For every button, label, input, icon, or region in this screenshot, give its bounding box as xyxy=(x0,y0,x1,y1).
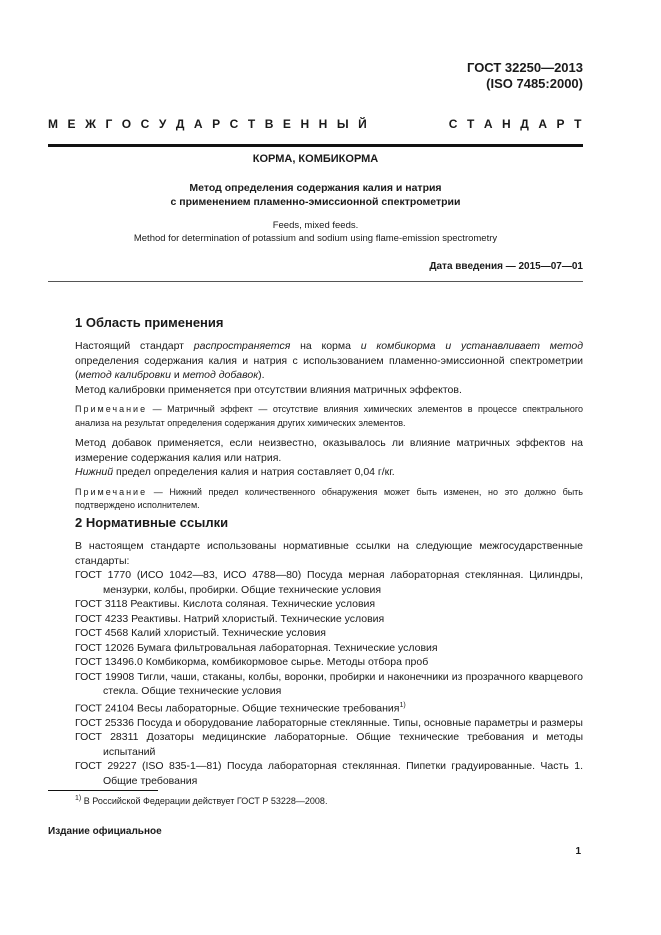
interstate-standard-banner xyxy=(48,117,583,131)
page-number: 1 xyxy=(575,846,581,857)
references-intro: В настоящем стандарте использованы нормативные ссылки на следующие межгосударственные стандарты: xyxy=(75,540,583,567)
english-title xyxy=(48,219,583,245)
english-line-2: Method for determination of potassium and sodium using flame-emission spectrometry xyxy=(133,233,498,244)
footnote-text: В Российской Федерации действует ГОСТ Р 53228—2008. xyxy=(81,796,328,806)
section-2-body xyxy=(75,539,583,788)
document-title: КОРМА, КОМБИКОРМА xyxy=(252,153,379,165)
scope-text: Настоящий стандарт xyxy=(75,340,194,352)
date-rule xyxy=(48,281,583,282)
english-line-1: Feeds, mixed feeds. xyxy=(272,220,359,231)
footnote-mark: 1) xyxy=(75,795,82,802)
standard-number-block xyxy=(467,60,583,92)
lower-limit-italic: Нижний xyxy=(75,466,114,478)
note-text: — Матричный эффект — отсутствие влияния химических элементов в процессе спектрального анализа на результат определения содержания других химических элементов. xyxy=(75,404,583,428)
subtitle-line-2: с применением пламенно-эмиссионной спектрометрии xyxy=(170,196,461,208)
footnote xyxy=(75,795,327,806)
document-subtitle xyxy=(48,181,583,209)
scope-text: на корма xyxy=(290,340,361,352)
note-label: Примечание xyxy=(75,486,148,497)
reference-footnote-mark: 1) xyxy=(399,701,406,709)
footnote-rule xyxy=(48,790,158,791)
reference-list xyxy=(75,568,583,788)
introduction-date: Дата введения — 2015—07—01 xyxy=(429,261,583,272)
note-label: Примечание xyxy=(75,404,148,414)
note-text: — Нижний предел количественного обнаружения может быть изменен, но это должно быть подтверждено исполнителем. xyxy=(75,486,583,510)
section-2-heading: 2 Нормативные ссылки xyxy=(75,515,229,530)
addition-paragraph: Метод добавок применяется, если неизвестно, оказывалось ли влияние матричных эффектов на измерение содержания калия или натрия. xyxy=(75,437,583,464)
scope-text: и xyxy=(170,369,183,381)
calibration-paragraph: Метод калибровки применяется при отсутствии влияния матричных эффектов. xyxy=(75,383,462,396)
reference-item: ГОСТ 13496.0 Комбикорма, комбикормовое сырье. Методы отбора проб xyxy=(75,656,429,668)
section-1-body xyxy=(75,339,583,513)
reference-item: ГОСТ 1770 (ИСО 1042—83, ИСО 4788—80) Посуда мерная лабораторная стеклянная. Цилиндры, мензурки, колбы, пробирки. Общие технические условия xyxy=(75,569,583,596)
scope-text-italic: метод калибровки xyxy=(78,369,171,381)
scope-text-italic: метод добавок xyxy=(182,369,259,381)
reference-item: ГОСТ 19908 Тигли, чаши, стаканы, колбы, воронки, пробирки и наконечники из прозрачного кварцевого стекла. Общие технические условия xyxy=(75,670,583,697)
reference-item: ГОСТ 24104 Весы лабораторные. Общие технические требования$^{1)}$ xyxy=(75,701,406,714)
section-1-heading: 1 Область применения xyxy=(75,315,224,330)
scope-text: ). xyxy=(258,369,265,381)
edition-label: Издание официальное xyxy=(48,826,162,837)
standard-word: С Т А Н Д А Р Т xyxy=(448,117,583,131)
reference-item: ГОСТ 25336 Посуда и оборудование лабораторные стеклянные. Типы, основные параметры и размеры xyxy=(75,716,583,729)
reference-item: ГОСТ 29227 (ISO 835-1—81) Посуда лабораторная стеклянная. Пипетки градуированные. Часть 1. Общие требования xyxy=(75,760,583,787)
interstate-word: М Е Ж Г О С У Д А Р С Т В Е Н Н Ы Й xyxy=(48,117,369,131)
subtitle-line-1: Метод определения содержания калия и натрия xyxy=(189,182,442,194)
lower-limit-paragraph xyxy=(75,465,583,480)
reference-item: ГОСТ 4233 Реактивы. Натрий хлористый. Технические условия xyxy=(75,612,385,625)
note-2 xyxy=(75,486,583,513)
header-rule xyxy=(48,144,583,147)
reference-item: ГОСТ 3118 Реактивы. Кислота соляная. Технические условия xyxy=(75,598,376,610)
scope-paragraph xyxy=(75,339,583,383)
scope-text-italic: распространяется xyxy=(193,340,291,352)
reference-item: ГОСТ 28311 Дозаторы медицинские лабораторные. Общие технические требования и методы испытаний xyxy=(75,731,583,758)
reference-item: ГОСТ 12026 Бумага фильтровальная лабораторная. Технические условия xyxy=(75,641,438,654)
lower-limit-text: предел определения калия и натрия составляет 0,04 г/кг. xyxy=(113,466,395,478)
reference-item: ГОСТ 4568 Калий хлористый. Технические условия xyxy=(75,627,326,639)
scope-text-italic: и комбикорма и устанавливает метод xyxy=(360,340,583,352)
scope-text: определения содержания калия и натрия с использованием пламенно-эмиссионной спектрометрии ( xyxy=(75,354,583,381)
note-1 xyxy=(75,403,583,430)
iso-number: (ISO 7485:2000) xyxy=(486,76,583,91)
standard-number: ГОСТ 32250—2013 xyxy=(467,60,583,75)
